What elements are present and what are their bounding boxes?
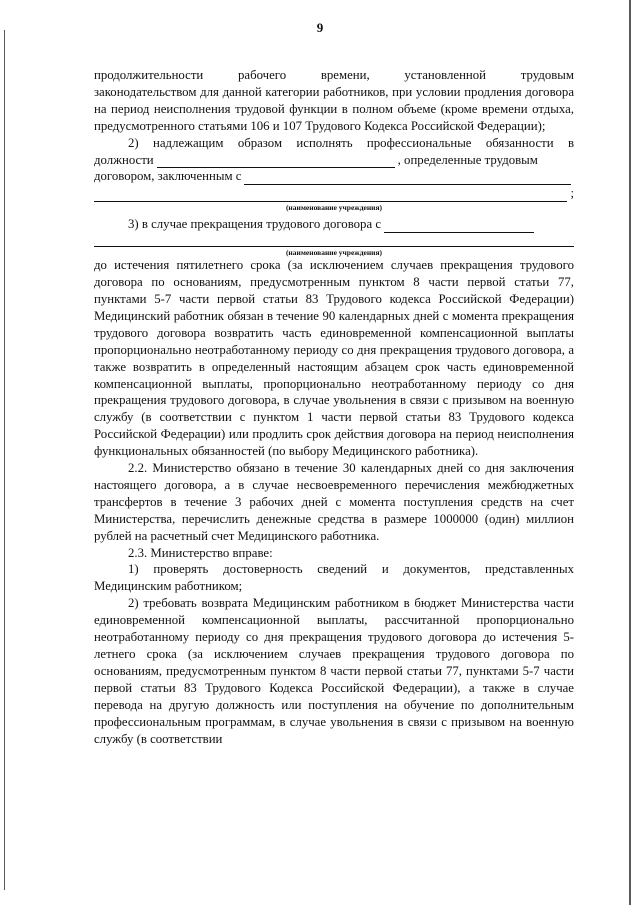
scan-edge-left [4,30,5,890]
contract-blank-field [244,171,571,185]
semicolon: ; [570,186,574,201]
paragraph-2-3-item-2: 2) требовать возврата Медицинским работником в бюджет Министерства части единовременной компенсационной выплаты, рассчитанной пропорционально неотработанному периоду со дня прекращения трудового договора до истечения 5-летнего срока (за исключением случаев прекращения трудового договора по основаниям, предусмотренным пунктом 8 части первой статьи 77, пунктами 5-7 части первой статьи 83 Трудового Кодекса Российской Федерации), а также в случае перевода на другую должность или поступления на обучение по дополнительным профессиональным программам, в случае увольнения в связи с призывом на военную службу (в соответствии [94,596,574,746]
paragraph-2-3-item-1: 1) проверять достоверность сведений и документов, представленных Медицинским работником; [94,562,574,594]
contract-label: договором, заключенным с [94,169,242,184]
scan-edge-right [629,0,631,905]
page-number: 9 [316,20,324,35]
document-body [94,67,574,747]
contract-line [94,168,574,185]
institution-line-1 [94,185,574,202]
position-suffix: , определенные трудовым [397,152,538,167]
termination-blank-field [384,219,534,233]
paragraph-continuation: законодательством для данной категории работников, при условии продления договора на период неисполнения трудовой функции в полном объеме (кроме времени отдыха, предусмотренного статьями 106 и 107 Трудового Кодекса Российской Федерации); [94,84,574,133]
paragraph-continuation-line: продолжительности рабочего времени, установленной трудовым [94,68,574,82]
paragraph-duty-2-line1: 2) надлежащим образом исполнять профессиональные обязанности в [128,135,574,150]
termination-line [94,216,574,233]
position-blank-field [157,154,395,168]
paragraph-termination-terms: до истечения пятилетнего срока (за исключением случаев прекращения трудового договора по основаниям, предусмотренным пунктом 8 части первой статьи 77, пунктами 5-7 части первой статьи 83 Трудового кодекса Российской Федерации) Медицинский работник обязан в течение 90 календарных дней с момента прекращения трудового договора возвратить часть единовременной компенсационной выплаты пропорционально неотработанному периоду со дня прекращения трудового договора, а также возвратить в определенный настоящим абзацем срок часть единовременной компенсационной выплаты, пропорционально неотработанному периоду со дня прекращения трудового договора, в случае увольнения в связи с призывом на военную службу (в соответствии с пунктом 1 части первой статьи 83 Трудового кодекса Российской Федерации) или продлить срок действия договора на период неисполнения функциональных обязанностей (по выбору Медицинского работника). [94,258,574,459]
position-line [94,152,574,169]
institution-blank-field-2 [94,233,574,247]
institution-caption-1: (наименование учреждения) [285,203,383,213]
paragraph-2-3: 2.3. Министерство вправе: [128,545,273,560]
institution-blank-field-1 [94,188,567,202]
termination-label: 3) в случае прекращения трудового договора с [128,217,382,232]
position-label: должности [94,152,154,167]
paragraph-2-2: 2.2. Министерство обязано в течение 30 календарных дней со дня заключения настоящего договора, а в случае несвоевременного перечисления межбюджетных трансфертов в течение 3 рабочих дней с момента поступления средств на счет Министерства, перечислить денежные средства в размере 1000000 (один) миллион рублей на расчетный счет Медицинского работника. [94,461,574,543]
institution-caption-2: (наименование учреждения) [285,248,383,258]
